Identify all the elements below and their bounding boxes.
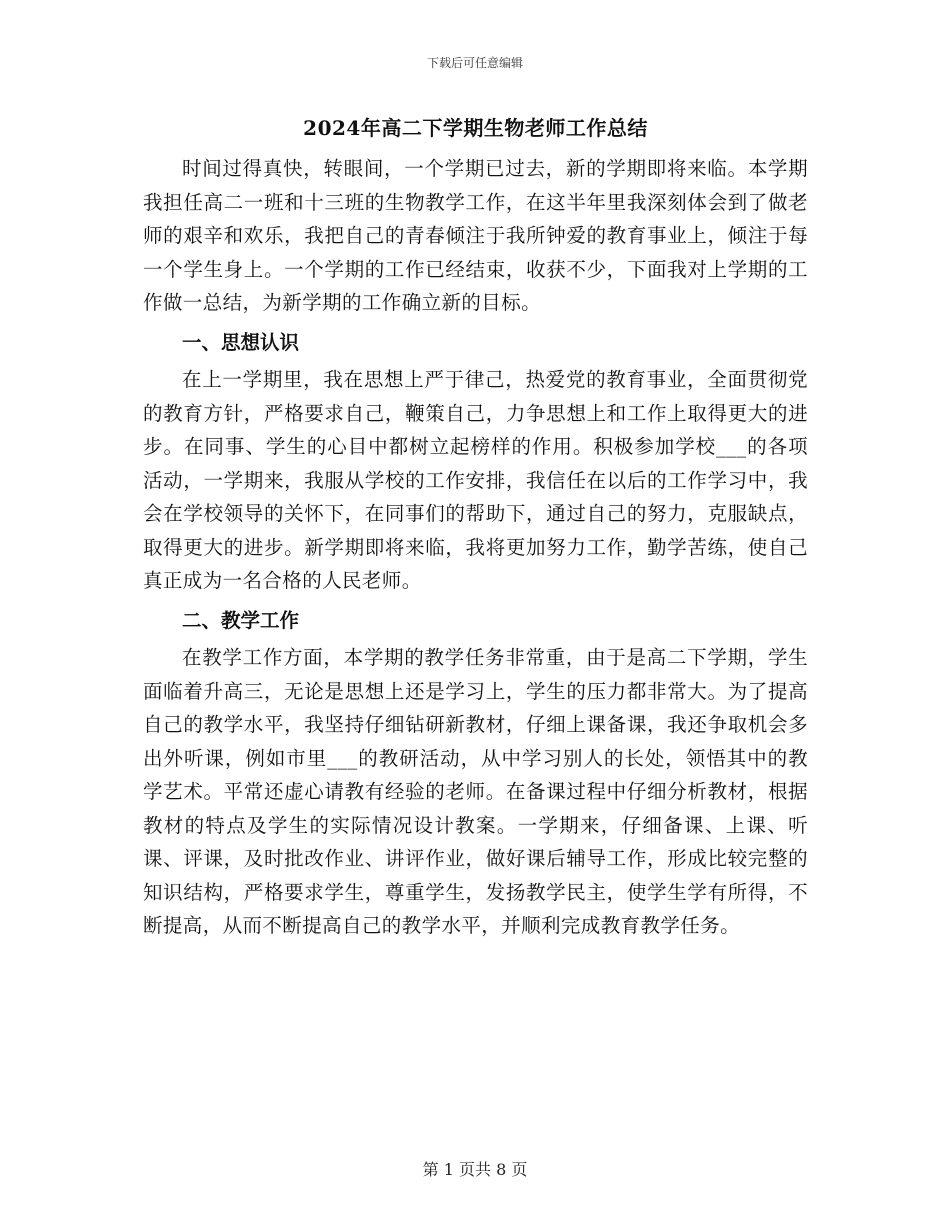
document-title: 2024年高二下学期生物老师工作总结 xyxy=(303,116,648,140)
page-number: 第 1 页共 8 页 xyxy=(422,1160,528,1179)
section-heading: 一、思想认识 xyxy=(182,330,300,354)
section-ideology xyxy=(143,320,808,598)
section-paragraph: 在上一学期里，我在思想上严于律己，热爱党的教育事业，全面贯彻党的教育方针，严格要求自己，鞭策自己，力争思想上和工作上取得更大的进步。在同事、学生的心目中都树立起榜样的作用。积极参加学校___的各项活动，一学期来，我服从学校的工作安排，我信任在以后的工作学习中，我会在学校领导的关怀下，在同事们的帮助下，通过自己的努力，克服缺点，取得更大的进步。新学期即将来临，我将更加努力工作，勤学苦练，使自己真正成为一名合格的人民老师。 xyxy=(143,368,808,592)
section-heading: 二、教学工作 xyxy=(182,608,300,632)
page-header-note: 下载后可任意编辑 xyxy=(426,56,523,70)
document-body xyxy=(143,112,808,943)
intro-paragraph: 时间过得真快，转眼间，一个学期已过去，新的学期即将来临。本学期我担任高二一班和十三班的生物教学工作，在这半年里我深刻体会到了做老师的艰辛和欢乐，我把自己的青春倾注于我所钟爱的教育事业上，倾注于每一个学生身上。一个学期的工作已经结束，收获不少，下面我对上学期的工作做一总结，为新学期的工作确立新的目标。 xyxy=(143,157,808,314)
section-paragraph: 在教学工作方面，本学期的教学任务非常重，由于是高二下学期，学生面临着升高三，无论是思想上还是学习上，学生的压力都非常大。为了提高自己的教学水平，我坚持仔细钻研新教材，仔细上课备课，我还争取机会多出外听课，例如市里___的教研活动，从中学习别人的长处，领悟其中的教学艺术。平常还虚心请教有经验的老师。在备课过程中仔细分析教材，根据教材的特点及学生的实际情况设计教案。一学期来，仔细备课、上课、听课、评课，及时批改作业、讲评作业，做好课后辅导工作，形成比较完整的知识结构，严格要求学生，尊重学生，发扬教学民主，使学生学有所得，不断提高，从而不断提高自己的教学水平，并顺利完成教育教学任务。 xyxy=(143,646,808,937)
section-teaching xyxy=(143,598,808,943)
